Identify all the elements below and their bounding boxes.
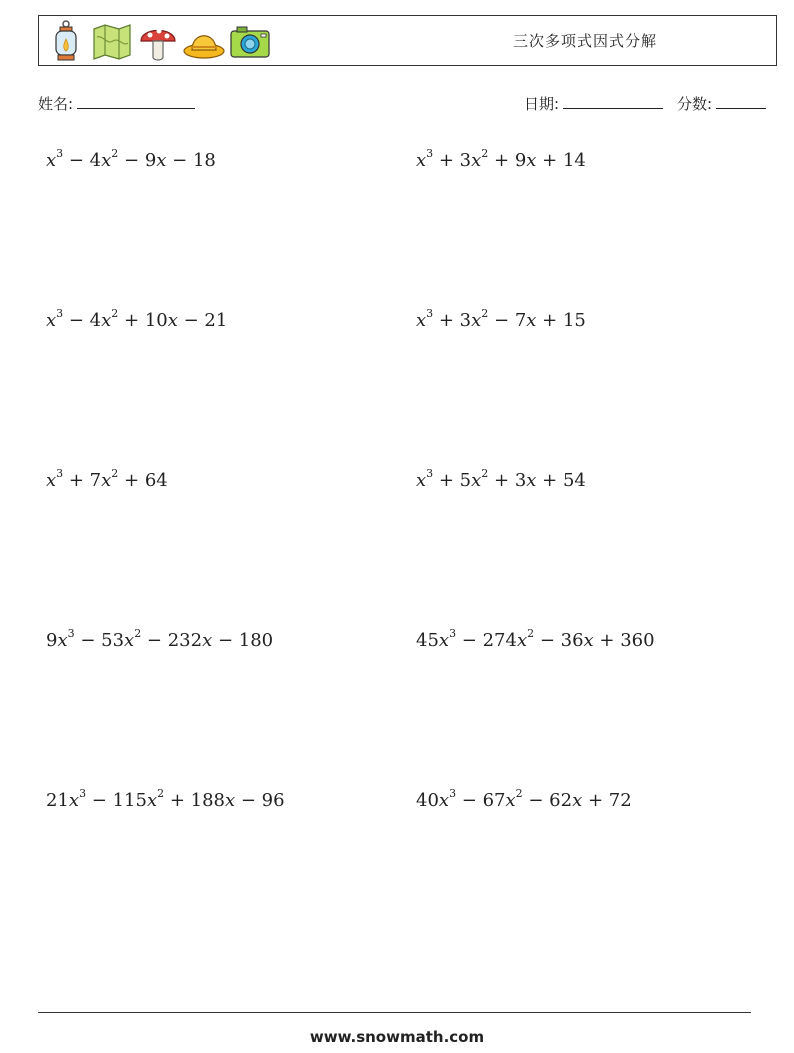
score-label: 分数: (677, 95, 713, 113)
name-field (38, 93, 195, 114)
problem-4: $x^3 + 3x^2 - 7x + 15$ (416, 307, 586, 331)
problem-3: $x^3 - 4x^2 + 10x - 21$ (46, 307, 228, 331)
date-label: 日期: (524, 95, 560, 113)
score-blank[interactable] (716, 94, 766, 109)
date-field (524, 93, 663, 114)
footer-url: www.snowmath.com (309, 1028, 485, 1046)
header-icons (45, 19, 271, 63)
problem-7: $9x^3 - 53x^2 - 232x - 180$ (46, 627, 274, 651)
name-blank[interactable] (77, 94, 195, 109)
mushroom-icon (137, 19, 179, 63)
problem-1: $x^3 - 4x^2 - 9x - 18$ (46, 147, 216, 171)
problem-10: $40x^3 - 67x^2 - 62x + 72$ (416, 787, 632, 811)
camera-icon (229, 19, 271, 63)
map-icon (91, 19, 133, 63)
hat-icon (183, 19, 225, 63)
problem-2: $x^3 + 3x^2 + 9x + 14$ (416, 147, 586, 171)
lantern-icon (45, 19, 87, 63)
problem-9: $21x^3 - 115x^2 + 188x - 96$ (46, 787, 285, 811)
page-title: 三次多项式因式分解 (513, 32, 658, 50)
problem-5: $x^3 + 7x^2 + 64$ (46, 467, 168, 491)
problem-6: $x^3 + 5x^2 + 3x + 54$ (416, 467, 586, 491)
header-box (38, 15, 777, 66)
name-label: 姓名: (38, 95, 74, 113)
footer-divider (38, 1012, 751, 1013)
score-field (677, 93, 766, 114)
problem-8: $45x^3 - 274x^2 - 36x + 360$ (416, 627, 655, 651)
date-blank[interactable] (563, 94, 663, 109)
